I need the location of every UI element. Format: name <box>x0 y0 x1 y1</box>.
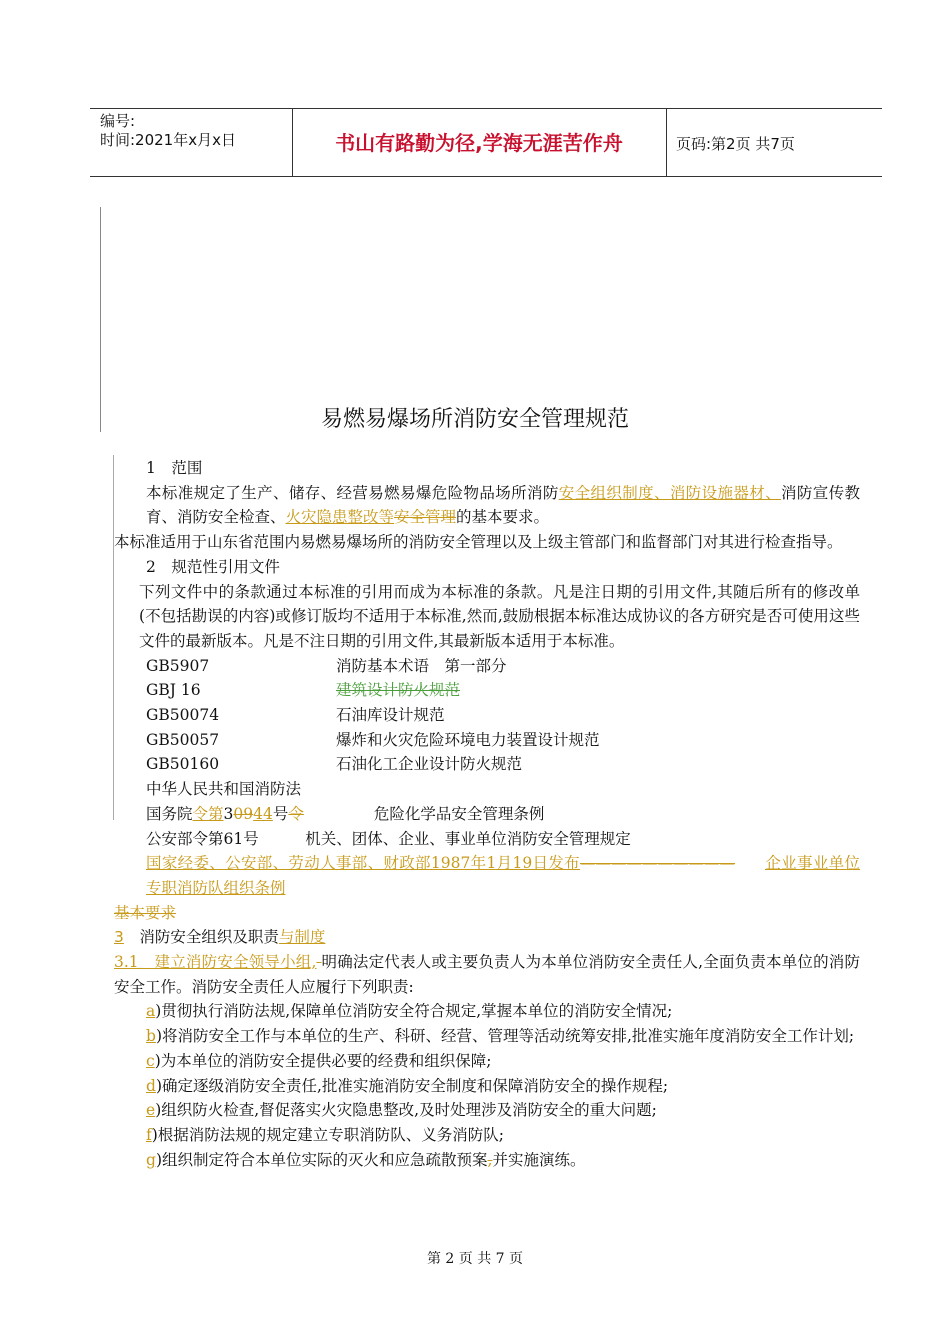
reference-row: GB5907 消防基本术语 第一部分 <box>146 656 507 675</box>
deleted-heading: 基本要求 <box>114 903 177 922</box>
duty-item-d: d)确定逐级消防安全责任,批准实施消防安全制度和保障消防安全的操作规程; <box>146 1076 669 1095</box>
section-2-paragraph: 下列文件中的条款通过本标准的引用而成为本标准的条款。凡是注日期的引用文件,其随后所有的修改单(不包括勘误的内容)或修订版均不适用于本标准,然而,鼓励根据本标准达成协议的各方研究是否可使用这些文件的最新版本。凡是不注日期的引用文件,其最新版本适用于本标准。 <box>139 582 860 650</box>
reference-row: GB50057 爆炸和火灾危险环境电力装置设计规范 <box>146 730 600 749</box>
duty-item-g: g)组织制定符合本单位实际的灭火和应急疏散预案,并实施演练。 <box>146 1150 586 1169</box>
section-1-paragraph: 本标准规定了生产、储存、经营易燃易爆危险物品场所消防安全组织制度、消防设施器材、消防宣传教育、消防安全检查、火灾隐患整改等安全管理的基本要求。 <box>146 483 860 527</box>
section-2-heading: 2 规范性引用文件 <box>146 557 280 576</box>
duty-item-c: c)为本单位的消防安全提供必要的经费和组织保障; <box>146 1051 492 1070</box>
duty-item-a: a)贯彻执行消防法规,保障单位消防安全符合规定,掌握本单位的消防安全情况; <box>146 1002 673 1021</box>
header-page-number: 页码:第2页 共7页 <box>676 135 795 153</box>
header-top-rule <box>90 108 882 109</box>
reference-joint: 国家经委、公安部、劳动人事部、财政部1987年1月19日发布—————————— 企业事业单位专职消防队组织条例 <box>146 854 860 897</box>
margin-line <box>100 207 101 432</box>
header-info <box>100 112 236 150</box>
reference-state-council: 国务院令第30944号令 危险化学品安全管理条例 <box>146 804 545 823</box>
duty-item-b: b)将消防安全工作与本单位的生产、科研、经营、管理等活动统筹安排,批准实施年度消防安全工作计划; <box>146 1027 855 1046</box>
reference-police: 公安部令第61号 机关、团体、企业、事业单位消防安全管理规定 <box>146 829 631 848</box>
section-3-heading: 3 消防安全组织及职责与制度 <box>114 928 326 947</box>
header-bottom-rule <box>90 176 882 177</box>
section-3-1-paragraph: 3.1 建立消防安全领导小组, 明确法定代表人或主要负责人为本单位消防安全责任人,全面负责本单位的消防安全工作。消防安全责任人应履行下列职责: <box>114 953 860 996</box>
reference-row: GBJ 16 建筑设计防火规范 <box>146 681 461 700</box>
duty-item-f: f)根据消防法规的规定建立专职消防队、义务消防队; <box>146 1125 505 1144</box>
doc-number: 编号: <box>100 112 136 130</box>
document-title: 易燃易爆场所消防安全管理规范 <box>320 407 629 432</box>
document-body <box>114 456 860 1172</box>
reference-law: 中华人民共和国消防法 <box>146 780 302 799</box>
section-1-scope: 本标准适用于山东省范围内易燃易爆场所的消防安全管理以及上级主管部门和监督部门对其进行检查指导。 <box>114 533 843 552</box>
doc-time: 时间:2021年x月x日 <box>100 131 236 149</box>
section-1-heading: 1 范围 <box>146 459 203 477</box>
reference-row: GB50074 石油库设计规范 <box>146 706 445 725</box>
header-divider <box>666 108 667 176</box>
reference-row: GB50160 石油化工企业设计防火规范 <box>146 755 523 774</box>
duty-item-e: e)组织防火检查,督促落实火灾隐患整改,及时处理涉及消防安全的重大问题; <box>146 1101 657 1120</box>
page-footer: 第 2 页 共 7 页 <box>426 1251 524 1267</box>
header-motto: 书山有路勤为径,学海无涯苦作舟 <box>335 131 623 155</box>
